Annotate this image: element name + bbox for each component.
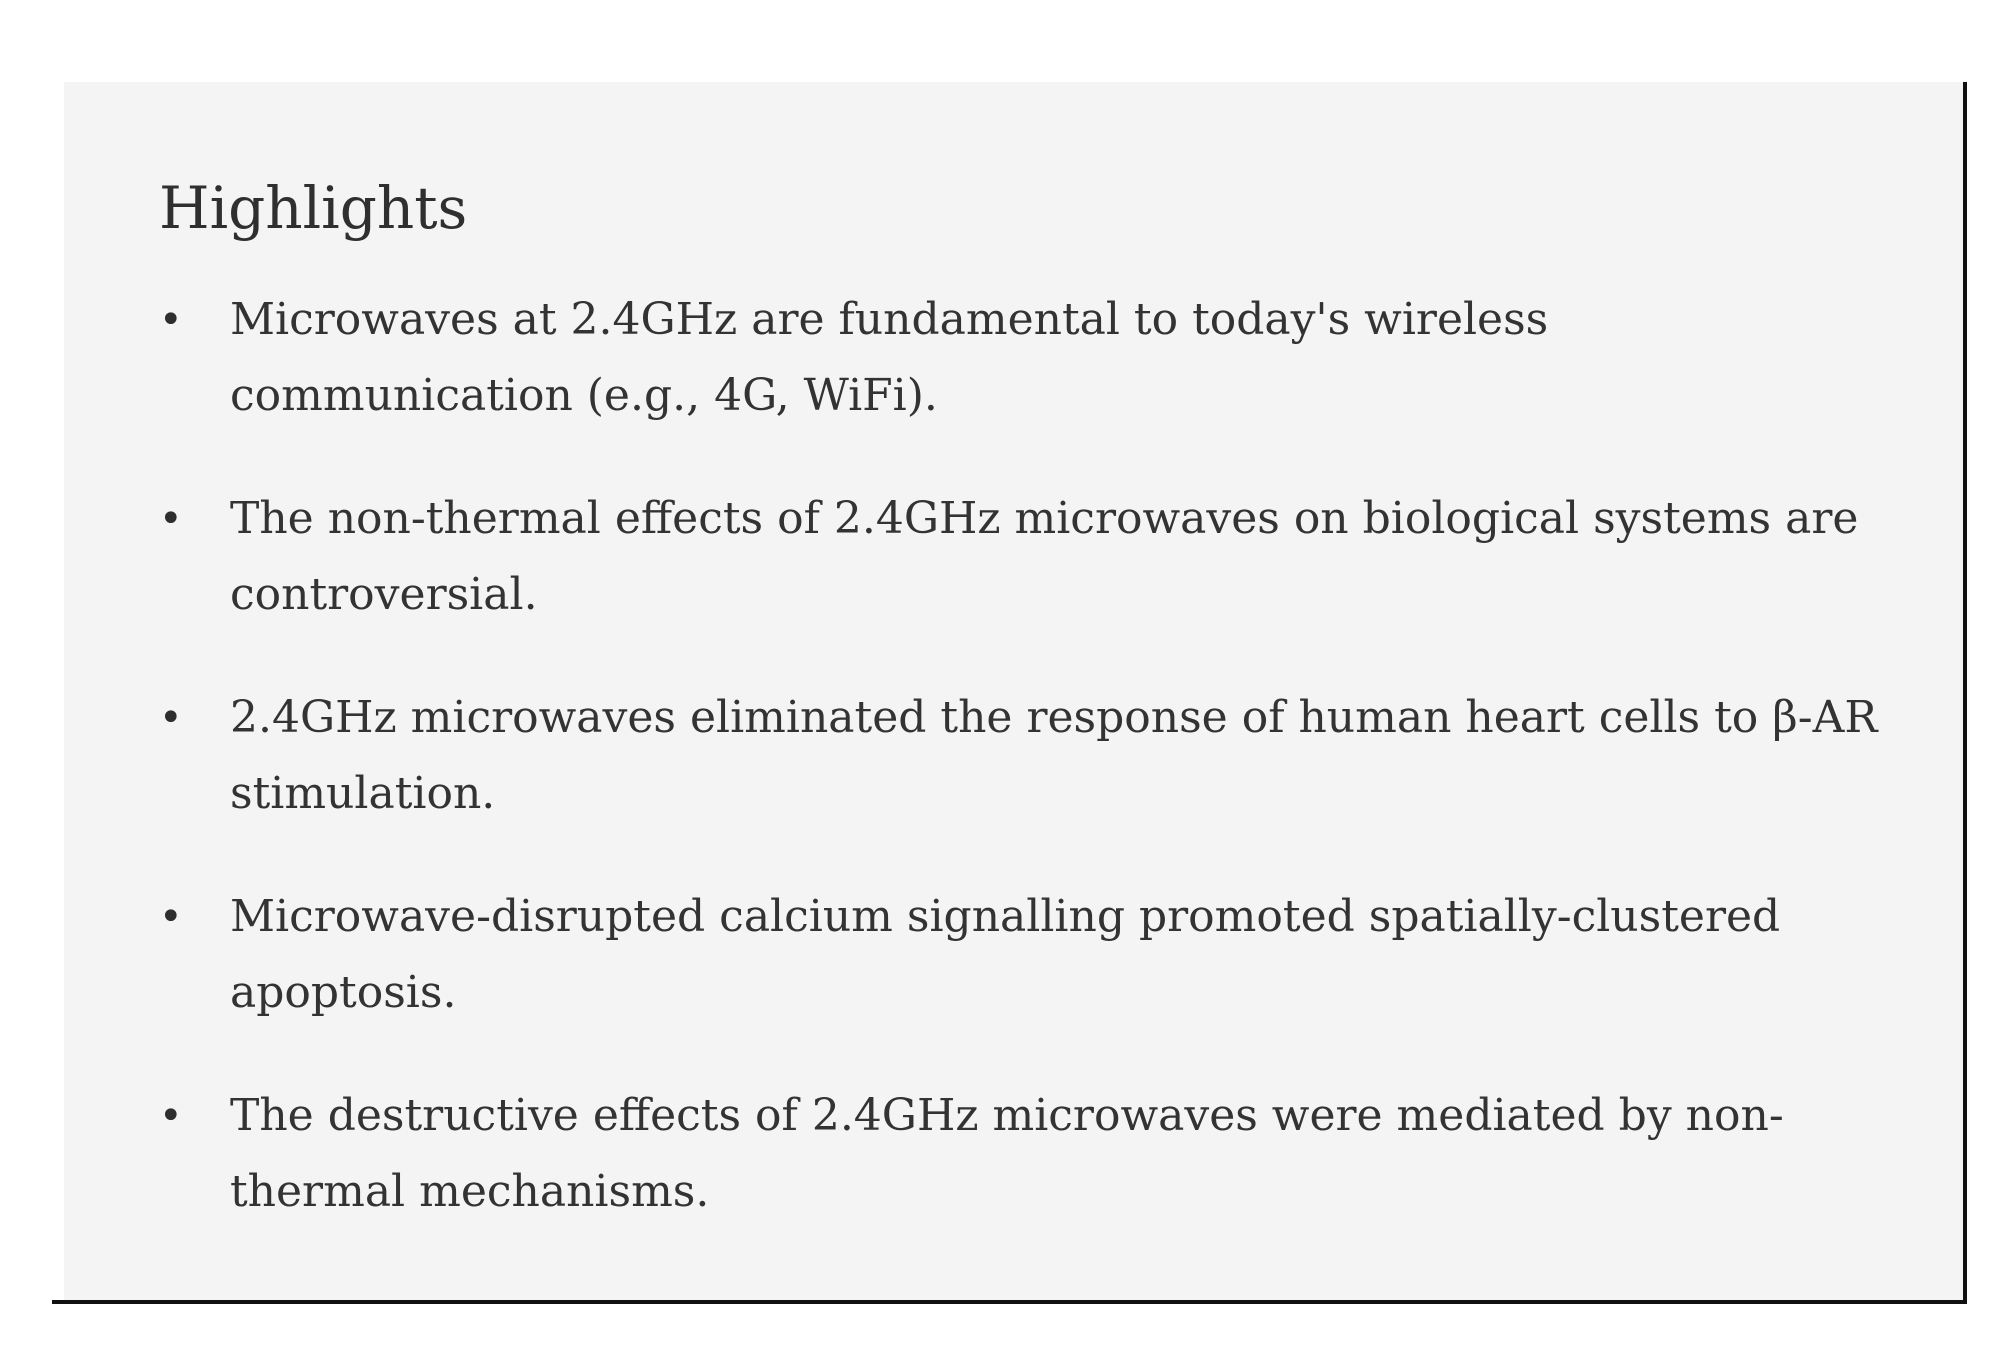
highlight-text: Microwave-disrupted calcium signalling promoted spatially-clustered apoptosis. [230,891,1781,1018]
highlight-text: Microwaves at 2.4GHz are fundamental to today's wireless communication (e.g., 4G, WiFi). [230,294,1549,421]
highlights-title: Highlights [159,174,468,242]
bullet-icon: • [159,496,183,542]
highlight-item [150,282,1880,434]
highlight-item [150,879,1880,1031]
panel-bottom-border [52,1300,1967,1304]
bullet-icon: • [159,1093,183,1139]
bullet-icon: • [159,297,183,343]
bullet-icon: • [159,894,183,940]
highlights-list [150,282,1880,1277]
highlight-item [150,481,1880,633]
highlight-text: The destructive effects of 2.4GHz microwaves were mediated by non-thermal mechanisms. [230,1090,1784,1217]
highlight-text: The non-thermal effects of 2.4GHz microwaves on biological systems are controversial. [230,493,1859,620]
panel-right-border [1963,82,1967,1304]
bullet-icon: • [159,695,183,741]
highlight-item [150,1078,1880,1230]
highlight-item [150,680,1880,832]
highlight-text: 2.4GHz microwaves eliminated the response of human heart cells to β-AR stimulation. [230,692,1878,819]
